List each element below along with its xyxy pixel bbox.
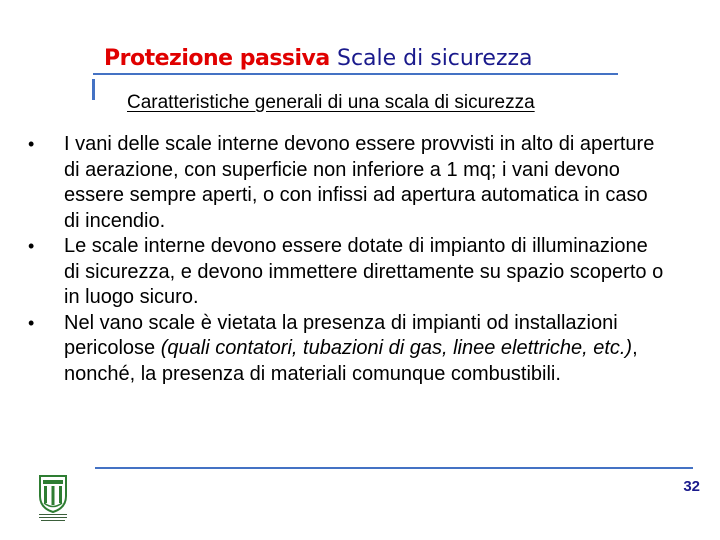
bullet-marker: • (28, 312, 35, 333)
bullet-marker: • (28, 236, 35, 256)
title-tick (92, 79, 95, 100)
title-rest: Scale di sicurezza (336, 46, 533, 71)
bullet-text: Le scale interne devono essere dotate di impianto di illuminazione di sicurezza, e devono immettere direttamente su spazio scoperto o in luogo sicuro. (64, 235, 664, 308)
title-bold: Protezione passiva (104, 46, 330, 71)
footer-rule (95, 467, 693, 469)
bullet-text-after: , nonché, la presenza di materiali comunque combustibili. (64, 337, 638, 385)
slide-subtitle: Caratteristiche generali di una scala di sicurezza (127, 92, 535, 113)
logo-caption (33, 512, 73, 523)
title-rule (93, 73, 618, 75)
slide-title (104, 40, 533, 75)
bullet-text-before: Nel vano scale è vietata la presenza di impianti od installazioni pericolose (64, 311, 618, 359)
bullet-item (28, 234, 668, 311)
bullet-text: I vani delle scale interne devono essere provvisti in alto di aperture di aerazione, con superficie non inferiore a 1 mq; i vani devono essere sempre aperti, o con infissi ad apertura automatica in caso di incendio. (64, 133, 655, 232)
bullet-item (28, 311, 668, 388)
page-number: 32 (683, 478, 700, 495)
bullet-item (28, 132, 668, 234)
bullet-marker: • (28, 134, 35, 154)
bullet-text-italic: (quali contatori, tubazioni di gas, linee elettriche, etc.) (160, 337, 633, 359)
bullet-list (28, 132, 668, 387)
